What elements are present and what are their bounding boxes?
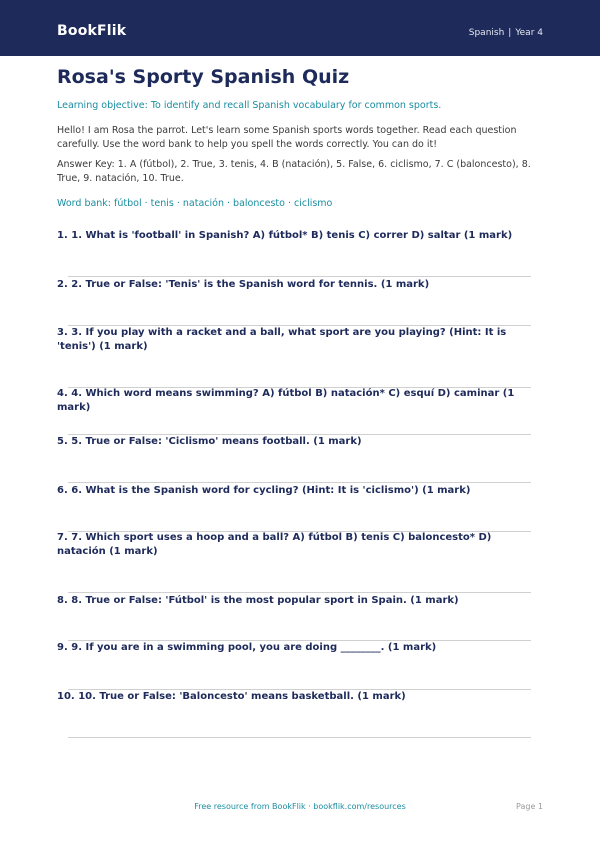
header-bar [0,0,600,56]
word-bank: Word bank: fútbol · tenis · natación · baloncesto · ciclismo [57,198,333,209]
page-title: Rosa's Sporty Spanish Quiz [57,66,350,88]
subject-label: Spanish [468,28,505,38]
question-4: 4. 4. Which word means swimming? A) fútbol B) natación* C) esquí D) caminar (1 mark) [57,388,515,413]
header-meta [469,28,543,38]
page-number: Page 1 [516,802,543,811]
learning-objective: Learning objective: To identify and recall Spanish vocabulary for common sports. [57,100,442,111]
question-3: 3. 3. If you play with a racket and a ball, what sport are you playing? (Hint: It is 'tenis') (1 mark) [57,327,507,352]
question-6: 6. 6. What is the Spanish word for cycling? (Hint: It is 'ciclismo') (1 mark) [57,485,471,496]
answer-line-5[interactable] [68,482,531,483]
question-5: 5. 5. True or False: 'Ciclismo' means football. (1 mark) [57,436,362,447]
question-1: 1. 1. What is 'football' in Spanish? A) fútbol* B) tenis C) correr D) saltar (1 mark) [57,230,513,241]
answer-line-1[interactable] [68,276,531,277]
footer-credit[interactable]: Free resource from BookFlik · bookflik.com/resources [194,802,406,811]
brand-logo-text[interactable]: BookFlik [57,23,127,39]
question-8: 8. 8. True or False: 'Fútbol' is the most popular sport in Spain. (1 mark) [57,595,459,606]
answer-line-10[interactable] [68,737,531,738]
question-9: 9. 9. If you are in a swimming pool, you are doing ________. (1 mark) [57,642,437,653]
answer-line-7[interactable] [68,592,531,593]
year-label: Year 4 [515,28,543,38]
question-10: 10. 10. True or False: 'Baloncesto' means basketball. (1 mark) [57,691,406,702]
meta-separator: | [508,28,512,38]
question-2: 2. 2. True or False: 'Tenis' is the Spanish word for tennis. (1 mark) [57,279,430,290]
answer-key: Answer Key: 1. A (fútbol), 2. True, 3. tenis, 4. B (natación), 5. False, 6. ciclismo, 7. C (baloncesto), 8. True, 9. natación, 10. True. [57,159,531,184]
question-7: 7. 7. Which sport uses a hoop and a ball? A) fútbol B) tenis C) baloncesto* D) natación (1 mark) [57,532,492,557]
intro-text: Hello! I am Rosa the parrot. Let's learn some Spanish sports words together. Read each question carefully. Use the word bank to help you spell the words correctly. You can do it! [57,125,517,150]
